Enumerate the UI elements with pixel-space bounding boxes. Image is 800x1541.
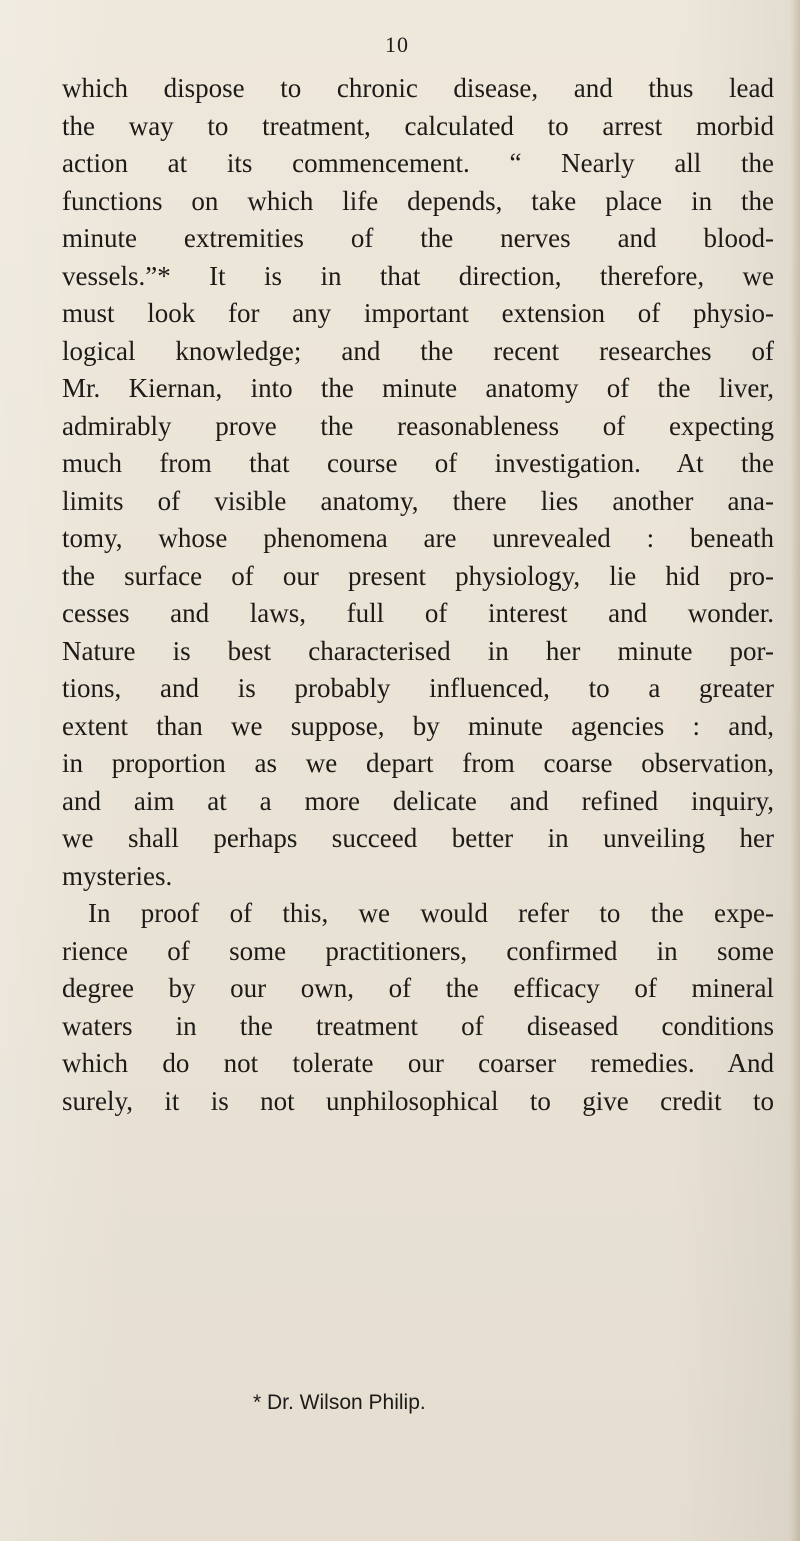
text-line: admirably prove the reasonableness of expecting xyxy=(62,410,774,441)
text-line: in proportion as we depart from coarse observation, xyxy=(62,748,774,778)
text-line: minute extremities of the nerves and blood- xyxy=(62,223,774,253)
text-line: cesses and laws, full of interest and wonder. xyxy=(62,598,774,628)
text-line: which do not tolerate our coarser remedies. And xyxy=(62,1048,774,1078)
text-line: vessels.”* It is in that direction, therefore, we xyxy=(62,260,774,291)
text-line: the way to treatment, calculated to arrest morbid xyxy=(62,110,774,141)
page-edge-shadow xyxy=(790,0,800,1541)
text-line: much from that course of investigation. At the xyxy=(62,448,774,478)
text-line: tions, and is probably influenced, to a greater xyxy=(62,673,774,703)
text-line: mysteries. xyxy=(62,860,173,891)
text-line: must look for any important extension of physio- xyxy=(62,298,774,328)
text-line: surely, it is not unphilosophical to give credit to xyxy=(62,1085,774,1116)
text-line: logical knowledge; and the recent researches of xyxy=(62,335,774,366)
body-text xyxy=(62,70,774,1120)
text-line: we shall perhaps succeed better in unveiling her xyxy=(62,823,774,853)
text-line: the surface of our present physiology, lie hid pro- xyxy=(62,560,774,591)
footnote: * Dr. Wilson Philip. xyxy=(253,1391,426,1414)
text-line: degree by our own, of the efficacy of mineral xyxy=(62,973,774,1003)
text-line: Mr. Kiernan, into the minute anatomy of the liver, xyxy=(62,373,774,403)
text-line: Nature is best characterised in her minute por- xyxy=(62,635,774,666)
text-line: tomy, whose phenomena are unrevealed : beneath xyxy=(62,523,774,553)
text-line: limits of visible anatomy, there lies another ana- xyxy=(62,485,774,516)
text-line: In proof of this, we would refer to the expe- xyxy=(88,898,774,928)
text-line: rience of some practitioners, confirmed in some xyxy=(62,935,774,966)
text-line: functions on which life depends, take place in the xyxy=(62,185,774,216)
text-line: waters in the treatment of diseased conditions xyxy=(62,1010,774,1041)
text-line: action at its commencement. “ Nearly all the xyxy=(62,148,774,178)
text-line: which dispose to chronic disease, and thus lead xyxy=(62,73,774,103)
text-line: extent than we suppose, by minute agencies : and, xyxy=(62,710,774,741)
text-line: and aim at a more delicate and refined inquiry, xyxy=(62,785,774,816)
page-number: 10 xyxy=(385,32,409,57)
